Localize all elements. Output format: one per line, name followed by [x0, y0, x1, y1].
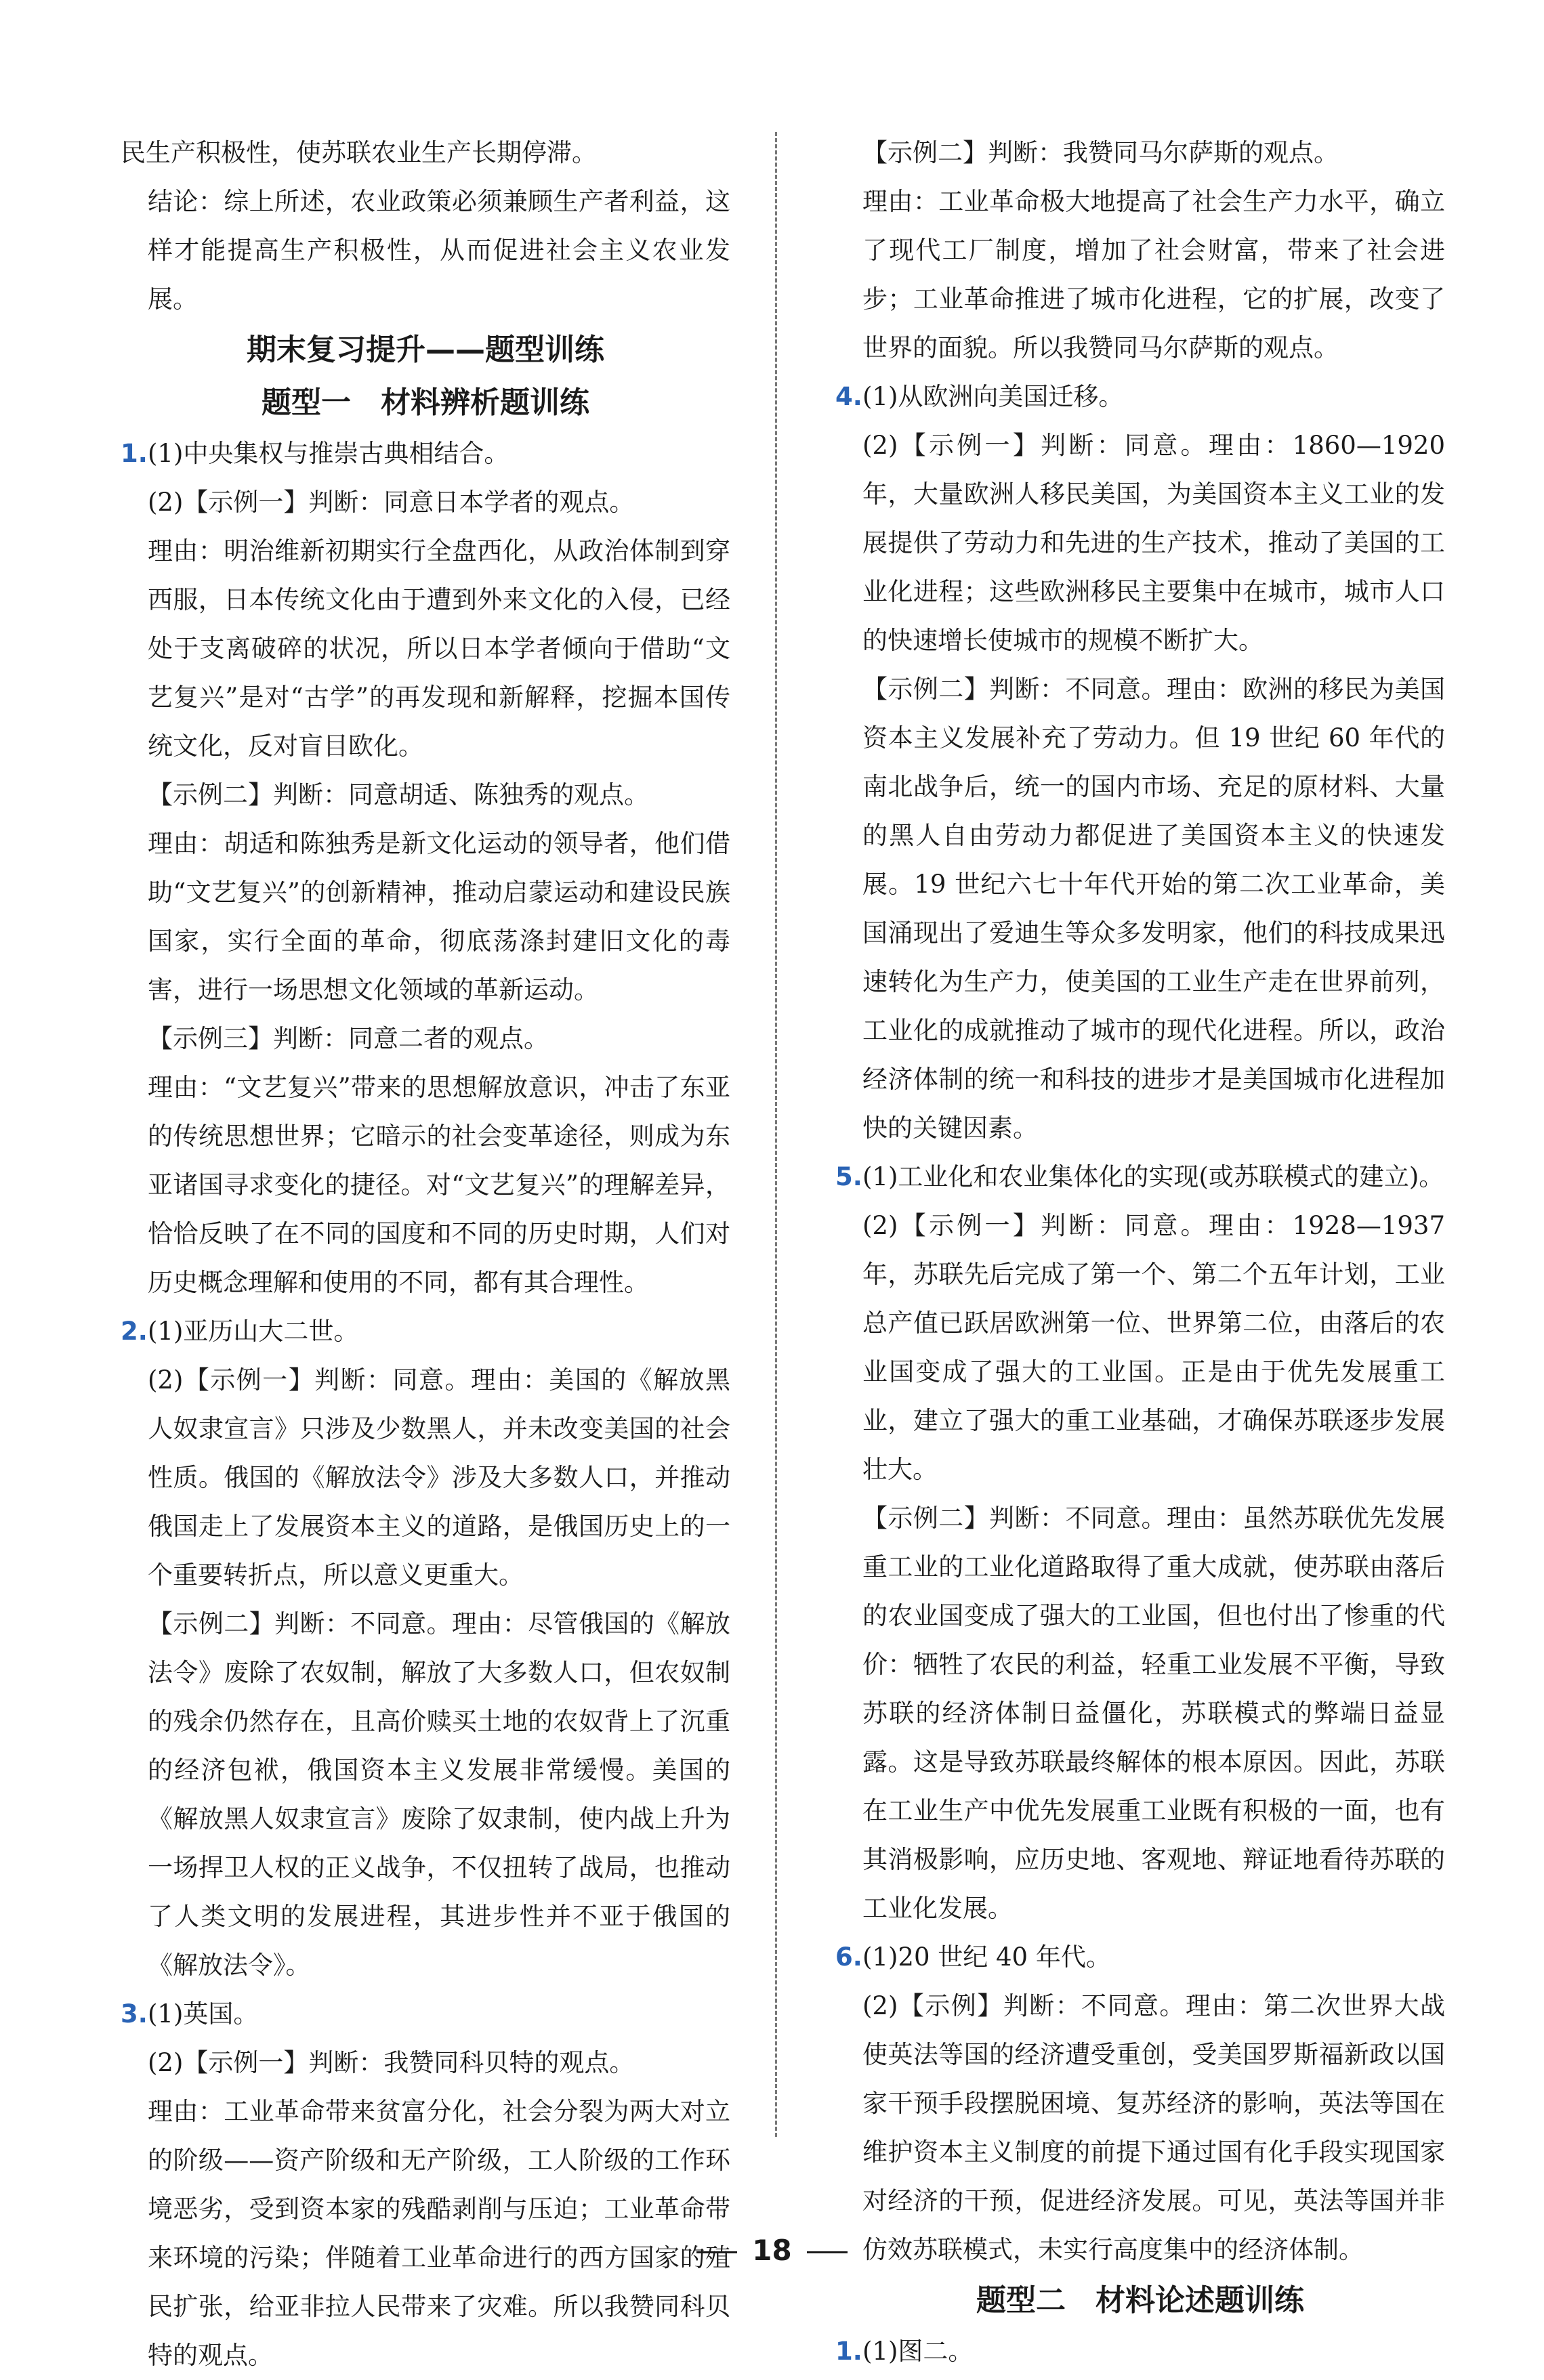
question-4	[835, 373, 1445, 1153]
section1-title: 题型一 材料辨析题训练	[262, 385, 589, 420]
footer-dash-right	[807, 2251, 848, 2253]
question-number: 1.	[835, 2337, 862, 2366]
question-1	[121, 429, 730, 1307]
right-column	[835, 129, 1445, 2376]
answer-part: (1)工业化和农业集体化的实现(或苏联模式的建立)。	[862, 1162, 1444, 1191]
answer-part: (1)英国。	[148, 1999, 259, 2028]
question-5	[835, 1153, 1445, 1933]
main-title: 期末复习提升——题型训练	[247, 333, 604, 367]
answer-text: (2)【示例一】判断：同意日本学者的观点。	[148, 488, 635, 517]
left-column	[121, 129, 730, 2380]
question-3-continued	[835, 129, 1445, 373]
answer-text: (2)【示例】判断：不同意。理由：第二次世界大战使英法等国的经济遭受重创，受美国罗斯福新政以国家干预手段摆脱困境、复苏经济的影响，英法等国在维护资本主义制度的前提下通过国有化手段实现国家对经济的干预，促进经济发展。可见，英法等国并非仿效苏联模式，未实行高度集中的经济体制。	[862, 1991, 1445, 2264]
answer-text: 【示例二】判断：不同意。理由：尽管俄国的《解放法令》废除了农奴制，解放了大多数人口，但农奴制的残余仍然存在，且高价赎买土地的农奴背上了沉重的经济包袱，俄国资本主义发展非常缓慢。美国的《解放黑人奴隶宣言》废除了奴隶制，使内战上升为一场捍卫人权的正义战争，不仅扭转了战局，也推动了人类文明的发展进程，其进步性并不亚于俄国的《解放法令》。	[148, 1609, 730, 1980]
answer-part: (1)中央集权与推崇古典相结合。	[148, 439, 509, 468]
answer-text: (2)【示例一】判断：我赞同科贝特的观点。	[148, 2048, 635, 2077]
answer-text: 理由：“文艺复兴”带来的思想解放意识，冲击了东亚的传统思想世界；它暗示的社会变革途径，则成为东亚诸国寻求变化的捷径。对“文艺复兴”的理解差异，恰恰反映了在不同的国度和不同的历史时期，人们对历史概念理解和使用的不同，都有其合理性。	[148, 1073, 730, 1297]
question-3	[121, 1990, 730, 2380]
answer-part: (1)20 世纪 40 年代。	[862, 1942, 1111, 1972]
answer-part: (1)从欧洲向美国迁移。	[862, 382, 1124, 411]
question-number: 2.	[121, 1317, 148, 1346]
footer-dash-left	[696, 2251, 737, 2253]
question-number: 1.	[121, 439, 148, 468]
question-2	[121, 1307, 730, 1990]
question-number: 4.	[835, 382, 862, 411]
page-footer	[0, 2234, 1544, 2267]
answer-text: 【示例二】判断：不同意。理由：欧洲的移民为美国资本主义发展补充了劳动力。但 19 世纪 60 年代的南北战争后，统一的国内市场、充足的原材料、大量的黑人自由劳动力都促进了美国资本主义的快速发展。19 世纪六七十年代开始的第二次工业革命，美国涌现出了爱迪生等众多发明家，他们的科技成果迅速转化为生产力，使美国的工业生产走在世界前列，工业化的成就推动了城市的现代化进程。所以，政治经济体制的统一和科技的进步才是美国城市化进程加快的关键因素。	[862, 675, 1445, 1143]
page-number: 18	[752, 2234, 792, 2267]
answer-text: 【示例三】判断：同意二者的观点。	[148, 1024, 549, 1053]
answer-text: (2)【示例一】判断：同意。理由：1860—1920 年，大量欧洲人移民美国，为美国资本主义工业的发展提供了劳动力和先进的生产技术，推动了美国的工业化进程；这些欧洲移民主要集中在城市，城市人口的快速增长使城市的规模不断扩大。	[862, 431, 1445, 655]
question-6	[835, 1933, 1445, 2274]
answer-text: 【示例二】判断：不同意。理由：虽然苏联优先发展重工业的工业化道路取得了重大成就，使苏联由落后的农业国变成了强大的工业国，但也付出了惨重的代价：牺牲了农民的利益，轻重工业发展不平衡，导致苏联的经济体制日益僵化，苏联模式的弊端日益显露。这是导致苏联最终解体的根本原因。因此，苏联在工业生产中优先发展重工业既有积极的一面，也有其消极影响，应历史地、客观地、辩证地看待苏联的工业化发展。	[862, 1504, 1445, 1923]
intro-conclusion: 结论：综上所述，农业政策必须兼顾生产者利益，这样才能提高生产积极性，从而促进社会主义农业发展。	[148, 187, 730, 314]
question-number: 5.	[835, 1162, 862, 1191]
answer-text: 【示例二】判断：我赞同马尔萨斯的观点。	[862, 138, 1339, 167]
answer-text: 理由：明治维新初期实行全盘西化，从政治体制到穿西服，日本传统文化由于遭到外来文化的入侵，已经处于支离破碎的状况，所以日本学者倾向于借助“文艺复兴”是对“古学”的再发现和新解释，挖掘本国传统文化，反对盲目欧化。	[148, 536, 730, 761]
intro-line: 民生产积极性，使苏联农业生产长期停滞。	[121, 138, 597, 167]
answer-text: (2)【示例一】判断：同意。理由：1928—1937 年，苏联先后完成了第一个、第二个五年计划，工业总产值已跃居欧洲第一位、世界第二位，由落后的农业国变成了强大的工业国。正是由于优先发展重工业，建立了强大的重工业基础，才确保苏联逐步发展壮大。	[862, 1211, 1445, 1484]
column-divider	[775, 132, 777, 2137]
answer-text: 理由：工业革命极大地提高了社会生产力水平，确立了现代工厂制度，增加了社会财富，带来了社会进步；工业革命推进了城市化进程，它的扩展，改变了世界的面貌。所以我赞同马尔萨斯的观点。	[862, 187, 1445, 362]
answer-text: 理由：胡适和陈独秀是新文化运动的领导者，他们借助“文艺复兴”的创新精神，推动启蒙运动和建设民族国家，实行全面的革命，彻底荡涤封建旧文化的毒害，进行一场思想文化领域的革新运动。	[148, 829, 730, 1004]
question-number: 6.	[835, 1942, 862, 1972]
answer-text: 理由：工业革命带来贫富分化，社会分裂为两大对立的阶级——资产阶级和无产阶级，工人阶级的工作环境恶劣，受到资本家的残酷剥削与压迫；工业革命带来环境的污染；伴随着工业革命进行的西方国家的殖民扩张，给亚非拉人民带来了灾难。所以我赞同科贝特的观点。	[148, 2097, 730, 2370]
answer-part: (1)亚历山大二世。	[148, 1317, 359, 1346]
answer-text: (2)【示例一】判断：同意。理由：美国的《解放黑人奴隶宣言》只涉及少数黑人，并未改变美国的社会性质。俄国的《解放法令》涉及大多数人口，并推动俄国走上了发展资本主义的道路，是俄国历史上的一个重要转折点，所以意义更重大。	[148, 1365, 730, 1590]
section2-question-1	[835, 2327, 1445, 2376]
answer-part: (1)图二。	[862, 2337, 974, 2366]
section2-title: 题型二 材料论述题训练	[976, 2283, 1304, 2318]
answer-text: 【示例二】判断：同意胡适、陈独秀的观点。	[148, 780, 649, 809]
question-number: 3.	[121, 1999, 148, 2028]
